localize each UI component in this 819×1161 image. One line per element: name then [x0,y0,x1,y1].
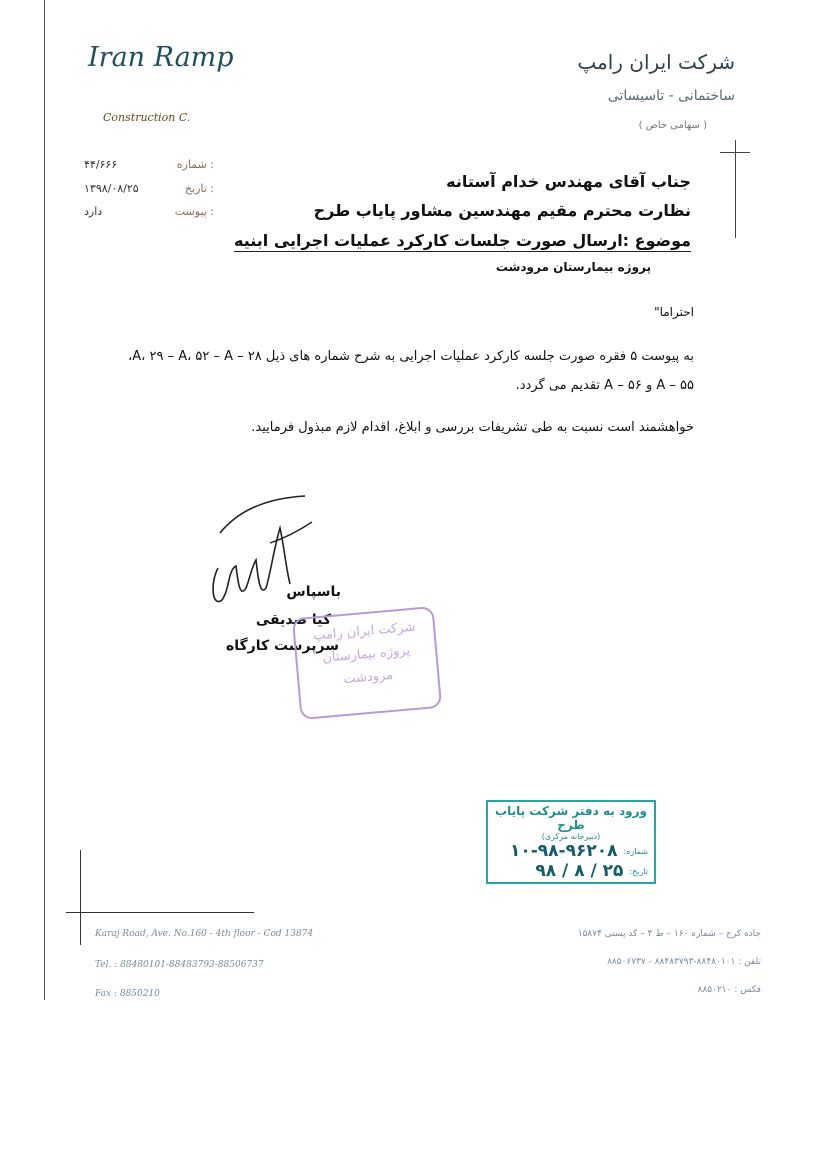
footer-tel-fa: تلفن : ۸۸۴۸۰۱۰۱-۸۸۴۸۳۷۹۳ - ۸۸۵۰۶۷۳۷ [607,957,761,967]
company-logo-fa: شرکت ایران رامپ [577,50,735,74]
company-logo-en-sub: Construction C. [103,111,191,124]
company-stamp-line-1: شرکت ایران رامپ [312,619,416,644]
signature-name: کیا صدیقی [255,612,331,628]
letter-attachment-label: پیوست : [174,205,214,218]
subject-text: موضوع :ارسال صورت جلسات کارکرد عملیات اجرایی ابنیه [234,231,691,250]
signature-title: سرپرست کارگاه [225,638,339,654]
body-line-1: به پیوست ۵ فقره صورت جلسه کارکرد عملیات اجرایی به شرح شماره های ذیل ۲۸ – A، ۲۹ – A، ۵۲ – A، [128,349,694,364]
greeting: احتراما" [654,305,694,319]
letter-date-value: ۱۳۹۸/۰۸/۲۵ [84,182,139,195]
company-logo-en: Iran Ramp [88,42,234,73]
footer-fax-en: Fax : 8850210 [95,989,160,999]
receipt-stamp-number-row [494,841,648,861]
receipt-stamp-title: ورود به دفتر شرکت پایاب طرح [495,804,647,832]
signature-thanks: باسپاس [286,584,341,600]
receipt-stamp-number-value: ۱۰-۹۸-۹۶۲۰۸ [509,841,618,861]
footer-fax-fa: فکس : ۸۸۵۰۲۱۰ [697,985,761,995]
letter-number-label: شماره : [176,158,214,171]
footer-address-en: Karaj Road, Ave. No.160 - 4th floor - Cod 13874 [95,929,314,939]
project-name: پروژه بیمارستان مرودشت [495,260,651,274]
receipt-stamp-date-label: تاریخ: [629,866,648,876]
company-type: ( سهامی خاص ) [638,120,707,131]
company-stamp [292,606,442,720]
header-divider-horizontal [720,152,750,153]
receipt-stamp-date-row [494,861,648,881]
recipient-office: نظارت محترم مقیم مهندسین مشاور پایاب طرح [313,201,691,220]
receipt-stamp [486,800,656,884]
receipt-stamp-date-value: ۹۸ / ۸ / ۲۵ [535,861,624,881]
letter-date-label: تاریخ : [184,182,214,195]
company-logo-fa-sub: ساختمانی - تاسیساتی [607,88,735,104]
letter-attachment-value: دارد [84,205,103,218]
body-line-2: ۵۵ – A و ۵۶ – A تقدیم می گردد. [515,378,694,393]
receipt-stamp-number-label: شماره: [623,846,648,856]
letter-number-value: ۴۴/۶۶۶ [84,158,118,171]
header-divider-vertical [735,140,736,238]
letter-number-row [84,158,214,171]
left-margin-line [44,0,45,1000]
company-stamp-line-3: مرودشت [342,667,394,688]
subject [234,231,691,250]
receipt-stamp-subtitle: (دبیرخانه مرکزی) [541,832,601,841]
footer-tel-en: Tel. : 88480101-88483793-88506737 [95,960,264,970]
body-line-3: خواهشمند است نسبت به طی تشریفات بررسی و ابلاغ، اقدام لازم مبذول فرمایید. [251,420,694,435]
footer-divider-vertical [80,850,81,945]
letter-attachment-row [84,205,214,218]
letter-date-row [84,182,214,195]
footer-address-fa: جاده کرج – شماره ۱۶۰ – ط ۴ – کد پستی ۱۵۸۷۴ [577,929,761,939]
company-stamp-line-2: پروژه بیمارستان [321,643,411,666]
recipient: جناب آقای مهندس خدام آستانه [446,172,691,191]
footer-divider-horizontal [66,912,254,913]
